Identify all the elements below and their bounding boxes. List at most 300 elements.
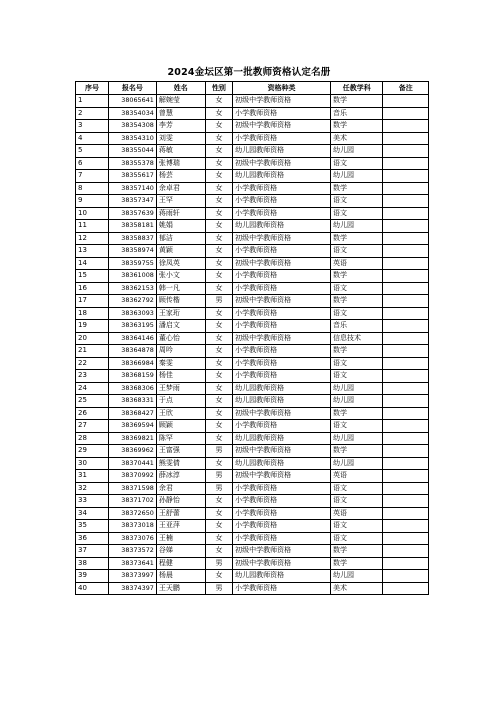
cell-gender: 女 [205, 420, 232, 433]
table-row [76, 232, 429, 245]
cell-qualification: 小学教师资格 [233, 532, 331, 545]
table-row [76, 245, 429, 258]
cell-qualification: 幼儿园教师资格 [233, 395, 331, 408]
cell-note [383, 245, 429, 258]
cell-qualification: 初级中学教师资格 [233, 407, 331, 420]
cell-name: 王楠 [156, 532, 205, 545]
cell-subject: 美术 [331, 132, 383, 145]
cell-qualification: 幼儿园教师资格 [233, 382, 331, 395]
cell-reg-number: 38364878 [109, 345, 157, 358]
cell-reg-number: 38373076 [109, 532, 157, 545]
cell-index: 9 [76, 195, 109, 208]
cell-subject: 英语 [331, 470, 383, 483]
cell-gender: 女 [205, 357, 232, 370]
cell-name: 顾传楷 [156, 295, 205, 308]
cell-index: 3 [76, 120, 109, 133]
cell-subject: 幼儿园 [331, 395, 383, 408]
cell-qualification: 初级中学教师资格 [233, 445, 331, 458]
cell-note [383, 357, 429, 370]
cell-subject: 数学 [331, 557, 383, 570]
cell-index: 8 [76, 182, 109, 195]
cell-name: 王天鹏 [156, 582, 205, 595]
cell-qualification: 小学教师资格 [233, 182, 331, 195]
cell-reg-number: 38373997 [109, 570, 157, 583]
cell-note [383, 195, 429, 208]
cell-note [383, 295, 429, 308]
cell-note [383, 107, 429, 120]
roster-body [76, 95, 429, 595]
cell-name: 张小文 [156, 270, 205, 283]
cell-note [383, 370, 429, 383]
cell-note [383, 520, 429, 533]
cell-note [383, 232, 429, 245]
cell-name: 熊雯倩 [156, 457, 205, 470]
cell-reg-number: 38361008 [109, 270, 157, 283]
cell-note [383, 557, 429, 570]
cell-gender: 女 [205, 207, 232, 220]
cell-reg-number: 38355044 [109, 145, 157, 158]
cell-gender: 女 [205, 345, 232, 358]
table-row [76, 582, 429, 595]
cell-qualification: 初级中学教师资格 [233, 295, 331, 308]
cell-index: 37 [76, 545, 109, 558]
cell-note [383, 457, 429, 470]
table-row [76, 445, 429, 458]
cell-gender: 女 [205, 382, 232, 395]
cell-name: 王富强 [156, 445, 205, 458]
cell-index: 29 [76, 445, 109, 458]
table-row [76, 420, 429, 433]
cell-reg-number: 38373641 [109, 557, 157, 570]
cell-qualification: 小学教师资格 [233, 132, 331, 145]
cell-index: 14 [76, 257, 109, 270]
cell-subject: 语文 [331, 195, 383, 208]
cell-gender: 女 [205, 95, 232, 108]
col-header-name: 姓名 [156, 82, 205, 95]
cell-name: 王罕 [156, 195, 205, 208]
roster-table [75, 81, 429, 595]
table-row [76, 457, 429, 470]
table-row [76, 370, 429, 383]
cell-index: 19 [76, 320, 109, 333]
cell-note [383, 482, 429, 495]
cell-index: 4 [76, 132, 109, 145]
cell-gender: 女 [205, 457, 232, 470]
cell-reg-number: 38354034 [109, 107, 157, 120]
cell-index: 36 [76, 532, 109, 545]
cell-reg-number: 38371702 [109, 495, 157, 508]
table-row [76, 307, 429, 320]
cell-reg-number: 38369594 [109, 420, 157, 433]
cell-reg-number: 38354308 [109, 120, 157, 133]
cell-qualification: 小学教师资格 [233, 357, 331, 370]
cell-reg-number: 38364146 [109, 332, 157, 345]
cell-subject: 幼儿园 [331, 457, 383, 470]
table-row [76, 520, 429, 533]
cell-gender: 男 [205, 582, 232, 595]
cell-index: 26 [76, 407, 109, 420]
cell-index: 20 [76, 332, 109, 345]
table-row [76, 432, 429, 445]
cell-subject: 语文 [331, 245, 383, 258]
cell-subject: 语文 [331, 370, 383, 383]
cell-qualification: 小学教师资格 [233, 507, 331, 520]
cell-subject: 数学 [331, 545, 383, 558]
cell-name: 谷娣 [156, 545, 205, 558]
cell-reg-number: 38362153 [109, 282, 157, 295]
cell-gender: 女 [205, 120, 232, 133]
cell-gender: 女 [205, 132, 232, 145]
table-row [76, 132, 429, 145]
cell-subject: 语文 [331, 495, 383, 508]
cell-gender: 女 [205, 432, 232, 445]
cell-index: 11 [76, 220, 109, 233]
cell-reg-number: 38372650 [109, 507, 157, 520]
cell-note [383, 157, 429, 170]
table-row [76, 495, 429, 508]
cell-reg-number: 38373018 [109, 520, 157, 533]
cell-name: 姚娟 [156, 220, 205, 233]
cell-qualification: 小学教师资格 [233, 520, 331, 533]
cell-qualification: 初级中学教师资格 [233, 157, 331, 170]
table-row [76, 507, 429, 520]
cell-subject: 音乐 [331, 320, 383, 333]
cell-note [383, 382, 429, 395]
cell-subject: 幼儿园 [331, 432, 383, 445]
cell-note [383, 220, 429, 233]
cell-index: 24 [76, 382, 109, 395]
cell-reg-number: 38355378 [109, 157, 157, 170]
table-row [76, 532, 429, 545]
cell-index: 38 [76, 557, 109, 570]
col-header-subject: 任教学科 [331, 82, 383, 95]
cell-subject: 幼儿园 [331, 145, 383, 158]
cell-note [383, 170, 429, 183]
cell-gender: 女 [205, 245, 232, 258]
cell-name: 刘雯 [156, 132, 205, 145]
cell-note [383, 432, 429, 445]
cell-name: 顾颖 [156, 420, 205, 433]
cell-note [383, 570, 429, 583]
cell-subject: 数学 [331, 407, 383, 420]
table-row [76, 545, 429, 558]
cell-reg-number: 38368331 [109, 395, 157, 408]
cell-qualification: 幼儿园教师资格 [233, 457, 331, 470]
cell-gender: 女 [205, 332, 232, 345]
cell-note [383, 420, 429, 433]
cell-subject: 语文 [331, 307, 383, 320]
cell-name: 王梦雨 [156, 382, 205, 395]
cell-index: 40 [76, 582, 109, 595]
cell-gender: 女 [205, 520, 232, 533]
cell-note [383, 545, 429, 558]
table-row [76, 195, 429, 208]
cell-name: 董心怡 [156, 332, 205, 345]
cell-qualification: 幼儿园教师资格 [233, 570, 331, 583]
cell-gender: 女 [205, 257, 232, 270]
cell-gender: 男 [205, 482, 232, 495]
table-row [76, 407, 429, 420]
table-row [76, 107, 429, 120]
cell-gender: 女 [205, 282, 232, 295]
cell-gender: 女 [205, 157, 232, 170]
cell-qualification: 小学教师资格 [233, 207, 331, 220]
cell-qualification: 初级中学教师资格 [233, 470, 331, 483]
cell-name: 陈罕 [156, 432, 205, 445]
cell-note [383, 345, 429, 358]
cell-index: 28 [76, 432, 109, 445]
table-row [76, 557, 429, 570]
table-row [76, 207, 429, 220]
cell-gender: 女 [205, 532, 232, 545]
header-row [76, 82, 429, 95]
cell-qualification: 初级中学教师资格 [233, 557, 331, 570]
cell-reg-number: 38371598 [109, 482, 157, 495]
cell-note [383, 182, 429, 195]
cell-qualification: 幼儿园教师资格 [233, 170, 331, 183]
cell-qualification: 幼儿园教师资格 [233, 220, 331, 233]
cell-subject: 数学 [331, 95, 383, 108]
cell-gender: 男 [205, 470, 232, 483]
cell-name: 蒋雨轩 [156, 207, 205, 220]
cell-note [383, 470, 429, 483]
cell-gender: 女 [205, 220, 232, 233]
cell-subject: 数学 [331, 445, 383, 458]
table-row [76, 395, 429, 408]
cell-qualification: 初级中学教师资格 [233, 95, 331, 108]
cell-name: 王舒蕾 [156, 507, 205, 520]
cell-name: 蒋敏 [156, 145, 205, 158]
cell-name: 李芳 [156, 120, 205, 133]
cell-index: 1 [76, 95, 109, 108]
cell-name: 王欣 [156, 407, 205, 420]
col-header-qualification: 资格种类 [233, 82, 331, 95]
cell-subject: 语文 [331, 282, 383, 295]
cell-gender: 女 [205, 507, 232, 520]
cell-index: 21 [76, 345, 109, 358]
cell-reg-number: 38366984 [109, 357, 157, 370]
cell-reg-number: 38368427 [109, 407, 157, 420]
cell-qualification: 小学教师资格 [233, 495, 331, 508]
cell-index: 18 [76, 307, 109, 320]
table-row [76, 170, 429, 183]
cell-qualification: 初级中学教师资格 [233, 232, 331, 245]
cell-index: 27 [76, 420, 109, 433]
cell-qualification: 小学教师资格 [233, 582, 331, 595]
cell-name: 杨佳 [156, 370, 205, 383]
cell-name: 张博瑞 [156, 157, 205, 170]
cell-subject: 数学 [331, 120, 383, 133]
cell-index: 39 [76, 570, 109, 583]
cell-gender: 女 [205, 320, 232, 333]
cell-index: 22 [76, 357, 109, 370]
cell-gender: 女 [205, 232, 232, 245]
cell-subject: 数学 [331, 345, 383, 358]
cell-qualification: 幼儿园教师资格 [233, 432, 331, 445]
cell-qualification: 初级中学教师资格 [233, 332, 331, 345]
table-row [76, 470, 429, 483]
cell-index: 25 [76, 395, 109, 408]
cell-reg-number: 38363195 [109, 320, 157, 333]
col-header-note: 备注 [383, 82, 429, 95]
cell-reg-number: 38374397 [109, 582, 157, 595]
cell-note [383, 507, 429, 520]
cell-gender: 女 [205, 107, 232, 120]
cell-gender: 女 [205, 495, 232, 508]
table-row [76, 570, 429, 583]
cell-subject: 数学 [331, 182, 383, 195]
cell-reg-number: 38362792 [109, 295, 157, 308]
cell-name: 余君 [156, 482, 205, 495]
cell-note [383, 120, 429, 133]
cell-note [383, 282, 429, 295]
cell-gender: 男 [205, 445, 232, 458]
table-row [76, 482, 429, 495]
cell-subject: 语文 [331, 532, 383, 545]
cell-subject: 美术 [331, 582, 383, 595]
cell-qualification: 小学教师资格 [233, 282, 331, 295]
cell-qualification: 小学教师资格 [233, 245, 331, 258]
cell-index: 32 [76, 482, 109, 495]
cell-name: 秦雯 [156, 357, 205, 370]
cell-reg-number: 38368306 [109, 382, 157, 395]
cell-name: 郁洁 [156, 232, 205, 245]
cell-qualification: 小学教师资格 [233, 195, 331, 208]
cell-qualification: 小学教师资格 [233, 270, 331, 283]
cell-index: 5 [76, 145, 109, 158]
cell-index: 12 [76, 232, 109, 245]
cell-name: 薛冰淳 [156, 470, 205, 483]
cell-reg-number: 38370441 [109, 457, 157, 470]
cell-note [383, 207, 429, 220]
cell-index: 30 [76, 457, 109, 470]
table-row [76, 270, 429, 283]
cell-name: 黄颖 [156, 245, 205, 258]
table-row [76, 120, 429, 133]
cell-name: 杨芸 [156, 170, 205, 183]
cell-name: 韩一凡 [156, 282, 205, 295]
cell-qualification: 小学教师资格 [233, 345, 331, 358]
cell-note [383, 495, 429, 508]
cell-gender: 女 [205, 170, 232, 183]
cell-index: 13 [76, 245, 109, 258]
cell-index: 10 [76, 207, 109, 220]
cell-note [383, 145, 429, 158]
cell-index: 34 [76, 507, 109, 520]
cell-gender: 女 [205, 307, 232, 320]
cell-gender: 女 [205, 545, 232, 558]
cell-note [383, 407, 429, 420]
cell-reg-number: 38355617 [109, 170, 157, 183]
cell-note [383, 532, 429, 545]
table-row [76, 220, 429, 233]
cell-note [383, 332, 429, 345]
cell-gender: 女 [205, 407, 232, 420]
cell-reg-number: 38358837 [109, 232, 157, 245]
cell-name: 杨晨 [156, 570, 205, 583]
cell-qualification: 幼儿园教师资格 [233, 145, 331, 158]
cell-index: 15 [76, 270, 109, 283]
cell-name: 余卓君 [156, 182, 205, 195]
col-header-gender: 性别 [205, 82, 232, 95]
cell-name: 孙静怡 [156, 495, 205, 508]
cell-reg-number: 38359755 [109, 257, 157, 270]
table-row [76, 257, 429, 270]
cell-subject: 幼儿园 [331, 570, 383, 583]
table-row [76, 320, 429, 333]
cell-reg-number: 38354310 [109, 132, 157, 145]
cell-note [383, 95, 429, 108]
cell-gender: 男 [205, 557, 232, 570]
cell-reg-number: 38358974 [109, 245, 157, 258]
cell-subject: 数学 [331, 270, 383, 283]
cell-index: 23 [76, 370, 109, 383]
cell-reg-number: 38357347 [109, 195, 157, 208]
cell-subject: 信息技术 [331, 332, 383, 345]
cell-subject: 幼儿园 [331, 220, 383, 233]
cell-subject: 语文 [331, 482, 383, 495]
cell-name: 于点 [156, 395, 205, 408]
document-title: 2024金坛区第一批教师资格认定名册 [167, 67, 331, 78]
cell-qualification: 小学教师资格 [233, 107, 331, 120]
cell-subject: 幼儿园 [331, 382, 383, 395]
cell-reg-number: 38363093 [109, 307, 157, 320]
cell-note [383, 132, 429, 145]
cell-note [383, 307, 429, 320]
cell-qualification: 小学教师资格 [233, 420, 331, 433]
cell-index: 2 [76, 107, 109, 120]
cell-name: 徐凤英 [156, 257, 205, 270]
cell-reg-number: 38368159 [109, 370, 157, 383]
table-row [76, 332, 429, 345]
table-row [76, 382, 429, 395]
cell-qualification: 小学教师资格 [233, 307, 331, 320]
cell-index: 7 [76, 170, 109, 183]
cell-name: 解婉莹 [156, 95, 205, 108]
cell-gender: 女 [205, 195, 232, 208]
cell-gender: 女 [205, 145, 232, 158]
cell-reg-number: 38369962 [109, 445, 157, 458]
cell-reg-number: 38065641 [109, 95, 157, 108]
cell-index: 33 [76, 495, 109, 508]
cell-gender: 女 [205, 270, 232, 283]
cell-subject: 语文 [331, 157, 383, 170]
cell-qualification: 初级中学教师资格 [233, 257, 331, 270]
table-row [76, 345, 429, 358]
cell-gender: 女 [205, 182, 232, 195]
cell-subject: 数学 [331, 232, 383, 245]
cell-name: 曾慧 [156, 107, 205, 120]
cell-index: 17 [76, 295, 109, 308]
table-row [76, 282, 429, 295]
table-row [76, 182, 429, 195]
cell-note [383, 257, 429, 270]
cell-reg-number: 38357639 [109, 207, 157, 220]
cell-qualification: 初级中学教师资格 [233, 545, 331, 558]
cell-reg-number: 38370992 [109, 470, 157, 483]
cell-gender: 女 [205, 570, 232, 583]
cell-subject: 语文 [331, 420, 383, 433]
table-row [76, 295, 429, 308]
cell-name: 王家珩 [156, 307, 205, 320]
cell-note [383, 320, 429, 333]
cell-reg-number: 38369821 [109, 432, 157, 445]
cell-reg-number: 38358181 [109, 220, 157, 233]
cell-gender: 男 [205, 295, 232, 308]
col-header-reg-number: 报名号 [109, 82, 157, 95]
cell-name: 周吟 [156, 345, 205, 358]
cell-name: 程健 [156, 557, 205, 570]
